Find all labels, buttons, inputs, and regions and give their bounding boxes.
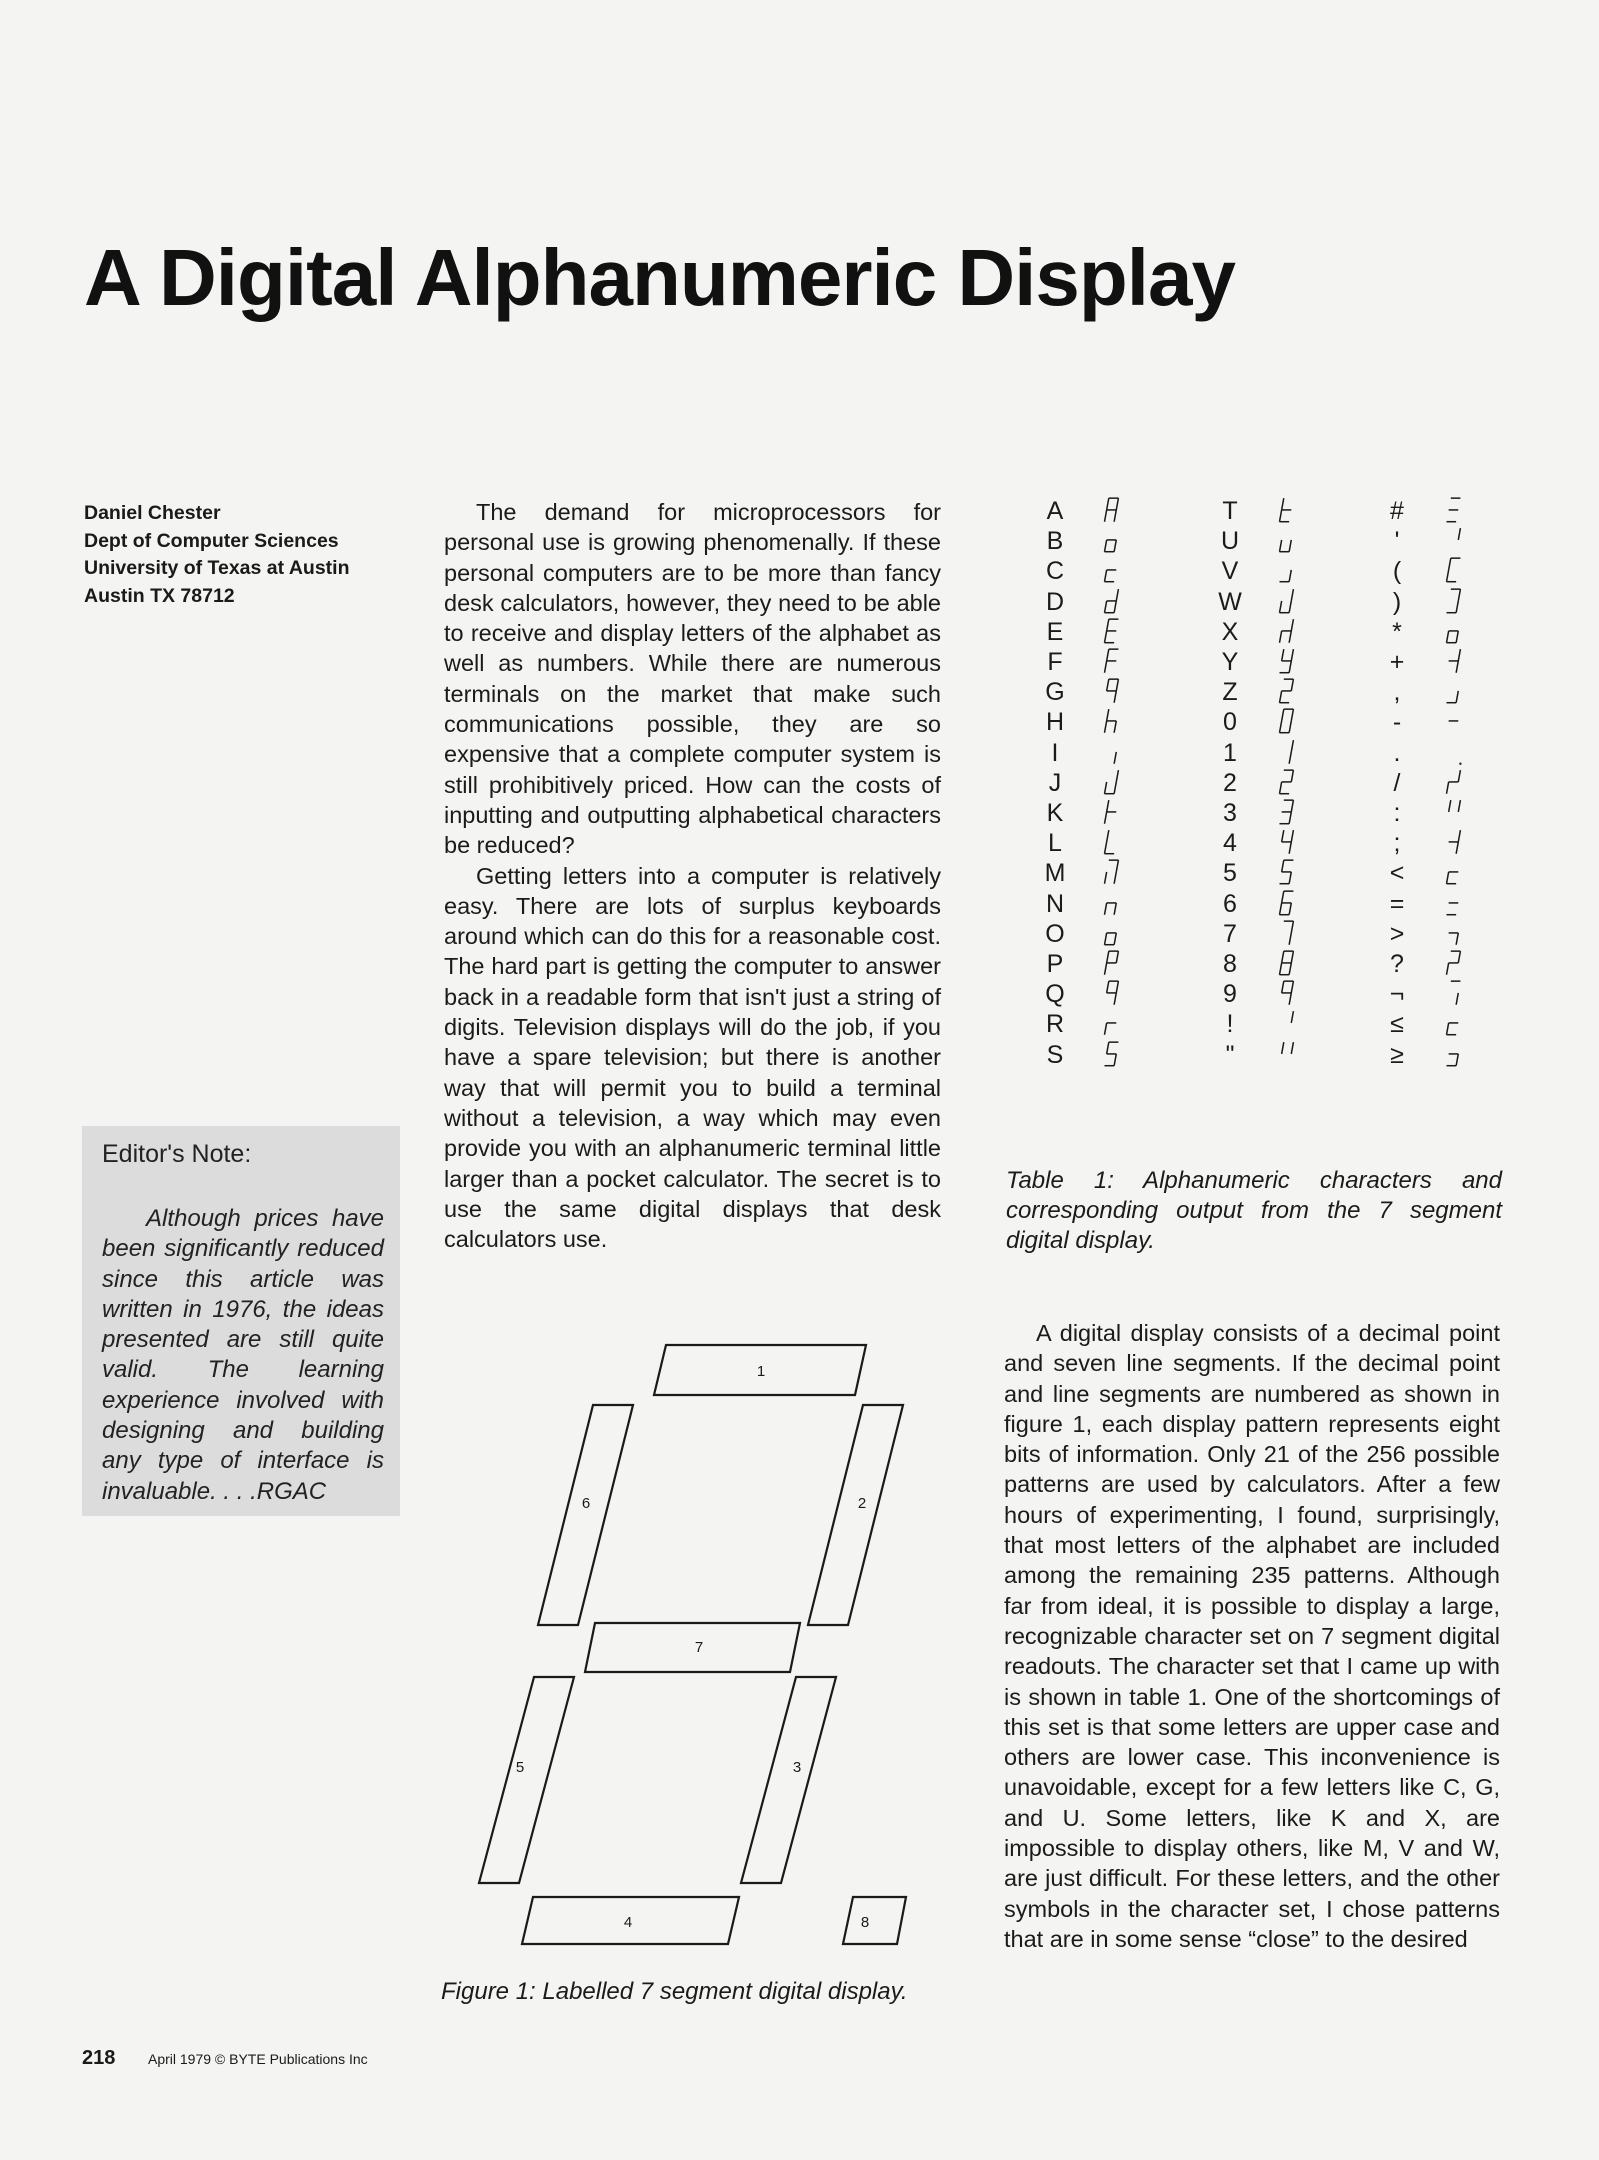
table-character: ? (1390, 950, 1404, 978)
segment-glyph (1092, 526, 1132, 556)
segment-label: 2 (857, 1495, 867, 1512)
segment-glyph (1092, 677, 1132, 707)
segment-glyph (1267, 707, 1307, 737)
segment-line (1458, 951, 1460, 963)
table-character: N (1045, 889, 1065, 918)
segment-glyph (1267, 1009, 1307, 1039)
table-character: 1 (1223, 738, 1237, 767)
segment-glyph (1267, 526, 1307, 556)
table-character: D (1045, 587, 1065, 616)
segment-line (1456, 601, 1458, 613)
segment-line (1291, 740, 1293, 752)
segment-glyph (1092, 919, 1132, 949)
table-character: > (1389, 919, 1405, 948)
segment-line (1291, 649, 1293, 661)
segment-line (1105, 570, 1107, 582)
segment-line (1105, 963, 1107, 975)
table-character: V (1221, 557, 1239, 586)
segment-glyph (1434, 677, 1474, 707)
segment-line (1291, 921, 1293, 933)
segment-label: 5 (515, 1759, 525, 1776)
segment-line (1282, 951, 1284, 963)
segment-line (1458, 830, 1460, 842)
table-character: * (1392, 617, 1402, 646)
segment-glyph (1434, 617, 1474, 647)
table-character: = (1389, 889, 1405, 918)
editor-note-heading: Editor's Note: (102, 1140, 252, 1168)
segment-line (1289, 752, 1291, 764)
segment-glyph (1434, 858, 1474, 888)
segment-glyph (1267, 768, 1307, 798)
segment-line (1291, 679, 1293, 691)
segment-glyph (1267, 798, 1307, 828)
segment-line (1280, 540, 1282, 552)
segment-glyph (1267, 587, 1307, 617)
table-character: U (1220, 527, 1240, 556)
segment-line (1456, 631, 1458, 643)
segment-line (1107, 830, 1109, 842)
table-character: L (1048, 829, 1062, 858)
table-character: R (1045, 1010, 1065, 1039)
segment-line (1280, 631, 1282, 643)
segment-line (1289, 540, 1291, 552)
segment-line (1282, 861, 1284, 873)
segment-line (1105, 933, 1107, 945)
segment-line (1280, 691, 1282, 703)
table-character: 2 (1223, 768, 1237, 797)
segment-glyph (1434, 979, 1474, 1009)
segment-line (1105, 812, 1107, 824)
segment-line (1114, 601, 1116, 613)
segment-glyph (1267, 919, 1307, 949)
table-caption: Table 1: Alphanumeric characters and corresponding output from the 7 segment digital display. (1006, 1167, 1502, 1254)
segment-glyph (1092, 889, 1132, 919)
table-character: ! (1226, 1010, 1234, 1039)
table-character: ¬ (1389, 980, 1405, 1009)
segment-line (1105, 903, 1107, 915)
segment-glyph (1434, 828, 1474, 858)
segment-line (1456, 842, 1458, 854)
segment-line (1280, 721, 1282, 733)
segment-glyph (1434, 919, 1474, 949)
segment-line (1282, 981, 1284, 993)
segment-glyph (1434, 526, 1474, 556)
segment-line (1447, 782, 1449, 794)
page-number: 218 (82, 2047, 116, 2069)
segment-line (1291, 589, 1293, 601)
segment-line (1456, 691, 1458, 703)
segment-line (1114, 721, 1116, 733)
table-character: P (1046, 950, 1064, 978)
segment-line (1114, 540, 1116, 552)
table-character: 0 (1223, 708, 1237, 737)
table-character: 7 (1223, 919, 1237, 948)
segment-glyph (1092, 828, 1132, 858)
segment-line (1107, 800, 1109, 812)
table-character: G (1045, 678, 1065, 707)
table-character: 8 (1223, 950, 1237, 978)
segment-glyph (1434, 1040, 1474, 1070)
segment-glyph (1092, 556, 1132, 586)
segment-line (1114, 1054, 1116, 1066)
segment-line (1456, 933, 1458, 945)
table-character: # (1390, 497, 1404, 525)
page-title: A Digital Alphanumeric Display (84, 233, 1235, 322)
table-character: T (1222, 497, 1238, 525)
segment-glyph (1434, 889, 1474, 919)
segment-glyph (1267, 889, 1307, 919)
table-character: ( (1392, 557, 1402, 586)
segment-glyph (1092, 738, 1132, 768)
table-character: W (1218, 587, 1242, 616)
segment-glyph (1092, 949, 1132, 979)
segment-line (1282, 710, 1284, 722)
segment-line (1114, 993, 1116, 1005)
segment-line (1116, 981, 1118, 993)
segment-line (1114, 872, 1116, 884)
segment-line (1289, 570, 1291, 582)
segment-glyph (1434, 647, 1474, 677)
segment-line (1291, 830, 1293, 842)
segment-line (1114, 903, 1116, 915)
segment-line (1289, 721, 1291, 733)
segment-line (1105, 872, 1107, 884)
segment-glyph (1434, 496, 1474, 526)
segment-line (1447, 872, 1449, 884)
segment-glyph (1267, 979, 1307, 1009)
segment-line (1458, 800, 1460, 812)
table-character: - (1392, 708, 1402, 737)
segment-glyph (1092, 707, 1132, 737)
segment-line (1280, 601, 1282, 613)
table-character: Y (1221, 648, 1239, 676)
author-address: Austin TX 78712 (84, 584, 235, 607)
table-character: / (1393, 768, 1401, 797)
table-character: A (1046, 497, 1064, 525)
segment-line (1456, 1054, 1458, 1066)
body-column-3 (1004, 1318, 1500, 1954)
segment-line (1280, 903, 1282, 915)
segment-line (1456, 993, 1458, 1005)
segment-glyph (1267, 556, 1307, 586)
segment-line (1449, 559, 1451, 571)
segment-glyph (1267, 828, 1307, 858)
segment-line (1107, 1042, 1109, 1054)
segment-line (1280, 782, 1282, 794)
table-character: ' (1394, 527, 1400, 556)
segment-glyph (1267, 949, 1307, 979)
table-character: E (1046, 617, 1064, 646)
table-character: , (1393, 678, 1401, 707)
segment-line (1105, 661, 1107, 673)
segment-label: 8 (860, 1914, 870, 1931)
table-character: 3 (1223, 799, 1237, 827)
segment-line (1291, 1012, 1293, 1024)
segment-line (1107, 981, 1109, 993)
segment-glyph (1434, 707, 1474, 737)
segment-line (1114, 510, 1116, 522)
segment-glyph (1092, 858, 1132, 888)
segment-line (1280, 510, 1282, 522)
author-name: Daniel Chester (84, 502, 221, 524)
segment-line (1105, 782, 1107, 794)
table-character: " (1225, 1040, 1235, 1069)
segment-glyph (1434, 738, 1474, 768)
footer-credit: April 1979 © BYTE Publications Inc (148, 2051, 368, 2067)
segment-dot (1459, 762, 1461, 764)
table-character: M (1044, 859, 1066, 888)
segment-line (1447, 631, 1449, 643)
segment-line (1105, 601, 1107, 613)
segment-line (1114, 691, 1116, 703)
segment-line (1456, 661, 1458, 673)
table-character: 5 (1223, 859, 1237, 888)
segment-line (1280, 963, 1282, 975)
segment-line (1107, 951, 1109, 963)
body-column-1 (444, 497, 941, 1254)
table-character: H (1045, 708, 1065, 737)
figure-seven-segment (470, 1330, 910, 1970)
segment-line (1105, 631, 1107, 643)
segment-line (1289, 963, 1291, 975)
segment-line (1289, 601, 1291, 613)
segment-line (1291, 981, 1293, 993)
segment-line (1114, 933, 1116, 945)
table-character: ) (1392, 587, 1402, 616)
segment-line (1116, 498, 1118, 510)
segment-label: 7 (694, 1639, 704, 1656)
segment-5 (479, 1677, 574, 1883)
segment-line (1291, 1042, 1293, 1054)
table-character: Q (1045, 980, 1065, 1009)
table-character: K (1046, 799, 1064, 827)
segment-line (1458, 528, 1460, 540)
figure-caption: Figure 1: Labelled 7 segment digital display. (441, 1978, 908, 2005)
segment-line (1291, 619, 1293, 631)
segment-line (1458, 589, 1460, 601)
segment-line (1282, 891, 1284, 903)
table-character: < (1389, 859, 1405, 888)
table-character: : (1393, 799, 1401, 827)
segment-glyph (1434, 1009, 1474, 1039)
segment-line (1114, 752, 1116, 764)
segment-line (1447, 570, 1449, 582)
segment-glyph (1092, 768, 1132, 798)
segment-line (1107, 679, 1109, 691)
segment-glyph (1092, 798, 1132, 828)
segment-line (1282, 498, 1284, 510)
segment-line (1289, 872, 1291, 884)
segment-glyph (1092, 647, 1132, 677)
segment-line (1105, 540, 1107, 552)
segment-glyph (1434, 798, 1474, 828)
table-character: 4 (1223, 829, 1237, 858)
segment-line (1105, 510, 1107, 522)
segment-glyph (1267, 858, 1307, 888)
segment-glyph (1092, 1009, 1132, 1039)
segment-line (1116, 951, 1118, 963)
segment-line (1107, 498, 1109, 510)
table-character: ≥ (1390, 1040, 1404, 1069)
segment-glyph (1092, 617, 1132, 647)
table-character: 6 (1223, 889, 1237, 918)
table-character: B (1046, 527, 1064, 556)
segment-8 (843, 1897, 906, 1944)
segment-line (1116, 679, 1118, 691)
table-character: J (1048, 768, 1062, 797)
segment-glyph (1267, 738, 1307, 768)
author-block (84, 500, 404, 610)
segment-line (1291, 710, 1293, 722)
segment-glyph (1267, 496, 1307, 526)
segment-line (1114, 782, 1116, 794)
segment-line (1289, 993, 1291, 1005)
paragraph: A digital display consists of a decimal point and seven line segments. If the decimal point and line segments are numbered as shown in figure 1, each display pattern represents eight bits of information. Only 21 of the 256 possible patterns are used by calculators. After a few hours of experimenting, I found, surprisingly, that most letters of the alphabet are included among the remaining 235 patterns. Although far from ideal, it is possible to display a large, recognizable character set on 7 segment digital readouts. The character set that I came up with is shown in table 1. One of the shortcomings of this set is that some letters are upper case and others are lower case. This inconvenience is unavoidable, except for a few letters like C, G, and U. Some letters, like K and X, are impossible to display others, like M, V and W, are just difficult. For these letters, and the other symbols in the character set, I chose patterns that are in some sense “close” to the desired (1004, 1320, 1500, 1952)
table-character: C (1045, 557, 1065, 586)
segment-6 (538, 1405, 633, 1625)
segment-line (1458, 649, 1460, 661)
segment-line (1105, 1023, 1107, 1035)
segment-line (1449, 800, 1451, 812)
segment-3 (741, 1677, 836, 1883)
segment-line (1105, 842, 1107, 854)
character-table (1040, 496, 1500, 1136)
segment-line (1291, 770, 1293, 782)
segment-line (1282, 830, 1284, 842)
segment-line (1107, 619, 1109, 631)
segment-label: 4 (623, 1914, 633, 1931)
segment-glyph (1092, 1040, 1132, 1070)
segment-glyph (1092, 979, 1132, 1009)
paragraph: Getting letters into a computer is relatively easy. There are lots of surplus keyboards around which can do this for a reasonable cost. The hard part is getting the computer to answer back in a readable form that isn't just a string of digits. Television displays will do the job, if you have a spare television; but there is another way that will permit you to build a terminal without a television, a way which may even provide you with an alphanumeric terminal little larger than a pocket calculator. The secret is to use the same digital displays that desk calculators use. (444, 862, 941, 1253)
segment-glyph (1434, 587, 1474, 617)
segment-line (1116, 861, 1118, 873)
segment-glyph (1434, 556, 1474, 586)
segment-line (1291, 800, 1293, 812)
segment-line (1458, 770, 1460, 782)
segment-line (1447, 1023, 1449, 1035)
segment-line (1116, 770, 1118, 782)
segment-glyph (1092, 587, 1132, 617)
paragraph: The demand for microprocessors for personal use is growing phenomenally. If these personal computers are to be more than fancy desk calculators, however, they need to be able to receive and display letters of the alphabet as well as numbers. While there are numerous terminals on the market that make such communications possible, they are so expensive that a complete computer system is still prohibitively priced. How can the costs of inputting and outputting alphabetical characters be reduced? (444, 499, 941, 859)
segment-2 (808, 1405, 903, 1625)
segment-line (1289, 842, 1291, 854)
segment-label: 1 (756, 1363, 766, 1380)
segment-glyph (1267, 617, 1307, 647)
segment-glyph (1092, 496, 1132, 526)
author-dept: Dept of Computer Sciences (84, 529, 339, 552)
segment-line (1116, 589, 1118, 601)
segment-line (1289, 812, 1291, 824)
segment-glyph (1267, 677, 1307, 707)
segment-line (1105, 721, 1107, 733)
segment-glyph (1434, 949, 1474, 979)
table-character: . (1393, 738, 1401, 767)
table-character: ≤ (1390, 1010, 1404, 1039)
segment-line (1289, 661, 1291, 673)
segment-line (1291, 951, 1293, 963)
table-character: S (1046, 1040, 1064, 1069)
author-university: University of Texas at Austin (84, 557, 350, 579)
segment-glyph (1267, 647, 1307, 677)
segment-line (1282, 1042, 1284, 1054)
segment-line (1289, 933, 1291, 945)
segment-line (1107, 649, 1109, 661)
table-character: X (1221, 617, 1239, 646)
segment-label: 6 (581, 1495, 591, 1512)
segment-line (1289, 631, 1291, 643)
editor-note-box (82, 1126, 400, 1516)
table-character: O (1045, 919, 1065, 948)
table-character: I (1051, 738, 1059, 767)
table-character: 9 (1223, 980, 1237, 1009)
segment-7 (585, 1623, 800, 1672)
table-character: F (1047, 648, 1063, 676)
table-character: Z (1222, 678, 1238, 707)
segment-line (1282, 649, 1284, 661)
segment-line (1447, 963, 1449, 975)
segment-glyph (1434, 768, 1474, 798)
table-character: ; (1393, 829, 1401, 858)
segment-glyph (1267, 1040, 1307, 1070)
editor-note-body: Although prices have been significantly reduced since this article was written in 1976, the ideas presented are still quite valid. The learning experience involved with designing and building any type of interface is invaluable. . . .RGAC (102, 1205, 384, 1505)
segment-line (1289, 903, 1291, 915)
segment-line (1107, 710, 1109, 722)
segment-label: 3 (792, 1759, 802, 1776)
table-character: + (1389, 648, 1405, 676)
